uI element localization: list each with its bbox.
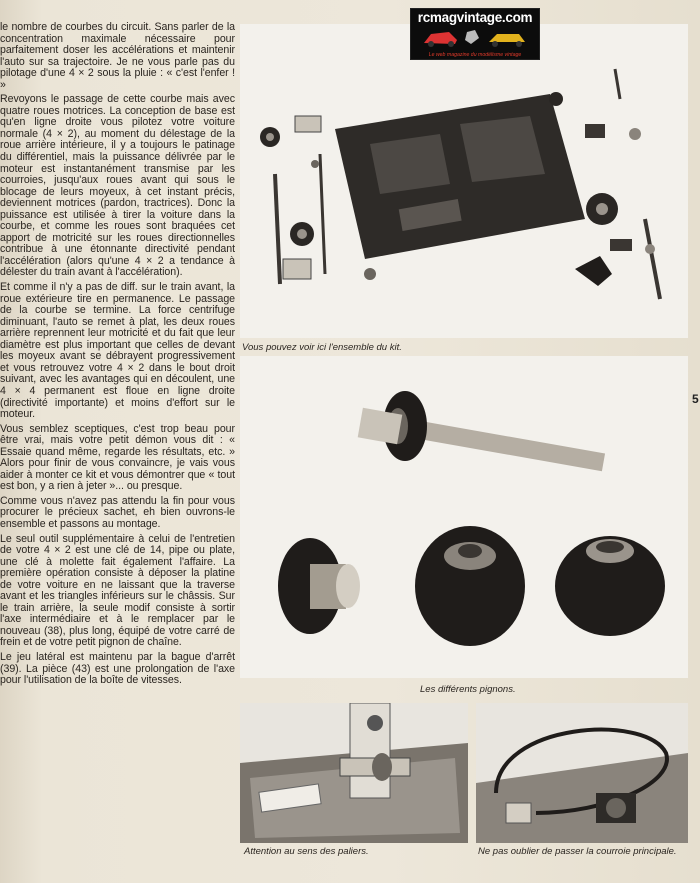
- caption-kit: Vous pouvez voir ici l'ensemble du kit.: [242, 342, 402, 353]
- paragraph-5: Comme vous n'avez pas attendu la fin pour vous procurer le précieux sachet, eh bien ouvrons-le ensemble et passons au montage.: [0, 494, 235, 530]
- belt-illustration: [476, 703, 688, 843]
- caption-bearings: Attention au sens des paliers.: [244, 846, 369, 857]
- page-marker: 5: [692, 392, 699, 406]
- paragraph-3: Et comme il n'y a pas de diff. sur le train avant, la roue extérieure tire en permanence. Le passage de la courbe se termine. La force centrifuge diminuant, l'auto se remet à plat, les deux roues arrière reprennent leur motricité et du fait que leur diamètre est plus important que celles de devant les moyeux avant se débrayent progressivement et vous retrouvez votre 4 × 2 dans le bout droit suivant, avec les avantages qui en découlent, une 4 × 4 permanent est floue en ligne droite (directivité importante) et moins d'effort sur le moteur.: [0, 281, 235, 421]
- paragraph-6: Le seul outil supplémentaire à celui de l'entretien de votre 4 × 2 est une clé de 14, pipe ou plate, une clé à molette fait également l'affaire. La première opération consiste à déposer la platine de votre voiture en ne laissant que la traverse avant et les triangles inférieurs sur le châssis. Sur le train arrière, la seule modif consiste à sortir l'axe intermédiaire et à le remplacer par le nouveau (38), plus long, équipé de votre carré de frein et de votre petit pignon de chaîne.: [0, 532, 235, 649]
- kit-parts-illustration: [240, 24, 688, 338]
- paragraph-4: Vous semblez sceptiques, c'est trop beau pour être vrai, mais votre petit démon vous dit : « Essaie quand même, regarde les résultats, etc. » Alors pour finir de vous convaincre, je vais vous aider à monter ce kit et vous démontrer que « tout est bon, y a rien à jeter »... ou presque.: [0, 422, 235, 493]
- caption-belt: Ne pas oublier de passer la courroie principale.: [478, 846, 677, 857]
- bearings-illustration: [240, 703, 468, 843]
- pinions-illustration: [240, 356, 688, 678]
- photo-belt: [476, 703, 688, 843]
- paragraph-7: Le jeu latéral est maintenu par la bague d'arrêt (39). La pièce (43) est une prolongation de l'axe pour l'utilisation de la boîte de vitesses.: [0, 650, 235, 687]
- photo-pinions: [240, 356, 688, 678]
- photo-kit-parts: [240, 24, 688, 338]
- paragraph-1: le nombre de courbes du circuit. Sans parler de la concentration maximale nécessaire pour parfaitement doser les accélérations et maintenir l'auto sur sa trajectoire. Je ne vous parle pas du pilotage d'une 4 × 2 sous la pluie : « c'est l'enfer ! »: [0, 21, 235, 91]
- rc-cars-icon: [419, 26, 531, 48]
- logo-tagline: Le web magazine du modélisme vintage: [428, 52, 522, 58]
- photo-bearings: [240, 703, 468, 843]
- caption-pinions: Les différents pignons.: [420, 684, 516, 695]
- paragraph-2: Revoyons le passage de cette courbe mais avec quatre roues motrices. La conception de base est qu'en ligne droite vous pilotez votre voiture normale (4 × 2), au moment du délestage de la roue arrière intérieure, il y a toujours le patinage du différentiel, mais la puissance délivrée par le moteur est instantanément transmise par les courroies, jusqu'aux roues avant qui sous le blocage de leurs moyeux, à cet instant précis, deviennent motrices (pardon, tractrices). Donc la puissance est utilisée à tirer la voiture dans la courbe, et comme les roues sont braquées cet apport de motricité sur les roues directionnelles contribue à une étonnante directivité pendant l'accélération (alors qu'une 4 × 2 a tendance à délester du train avant à l'accélération).: [0, 93, 235, 279]
- logo-title: rcmagvintage.com: [417, 10, 533, 25]
- site-logo: [410, 8, 540, 60]
- article-text: [0, 22, 235, 690]
